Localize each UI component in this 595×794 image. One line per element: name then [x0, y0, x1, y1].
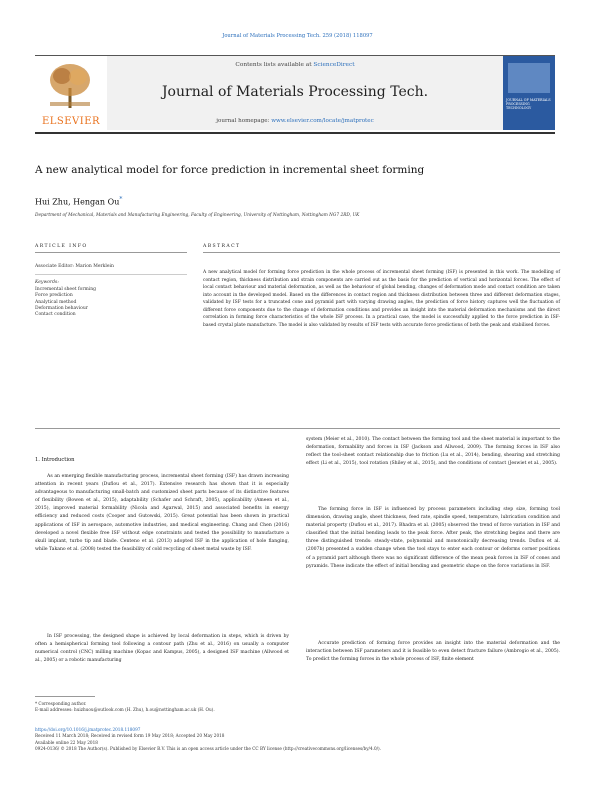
article-footer: [35, 727, 555, 752]
article-info-rule: [35, 252, 187, 253]
homepage-prefix: journal homepage:: [216, 118, 270, 124]
available-online-date: Available online 22 May 2018: [35, 739, 98, 745]
article-info-heading: ARTICLE INFO: [35, 244, 88, 249]
intro-paragraph-2: In ISF processing, the designed shape is achieved by local deformation in steps, which is driven by often a hemispherical forming tool following a contour path (Zhu et al., 2016) on usually a computer numerical control (CNC) milling machine (Kopac and Kampus, 2005), a designed ISF machine (Allwood et al., 2005) or a robotic manufacturing: [35, 634, 289, 664]
section-heading-introduction: 1. Introduction: [35, 457, 75, 463]
journal-cover-text: JOURNAL OF MATERIALS PROCESSING TECHNOLOGY: [506, 98, 551, 110]
article-title: A new analytical model for force prediction in incremental sheet forming: [35, 164, 425, 176]
email-addresses[interactable]: E-mail addresses: huizhuou@outlook.com (H. Zhu), h.ou@nottingham.ac.uk (H. Ou).: [35, 707, 215, 713]
contents-prefix: Contents lists available at: [235, 62, 312, 68]
author-list: [35, 196, 122, 207]
associate-editor: Associate Editor: Marion Merklein: [35, 264, 114, 269]
keyword-item: Force prediction: [35, 293, 73, 299]
intro-paragraph-3: system (Meier et al., 2010). The contact between the forming tool and the sheet material is important to the deformation, formability and forces in ISF (Jackson and Allwood, 2009). The forming forces in ISF also reflect the tool-sheet contact relationship due to friction (Lu et al., 2014), bending, shearing and stretching effect (Li et al., 2015), tool rotation (Shiley et al., 2015), and the conditions of contact (Jeswiet et al., 2005).: [306, 437, 560, 467]
homepage-line: [110, 118, 480, 124]
abstract-heading: ABSTRACT: [203, 244, 241, 249]
keyword-item: Contact condition: [35, 312, 76, 318]
keyword-item: Deformation behaviour: [35, 305, 88, 311]
corresponding-author-mark[interactable]: *: [119, 196, 123, 203]
intro-paragraph-5: Accurate prediction of forming force provides an insight into the material deformation and the interaction between ISF parameters and it is feasible to even detect fracture failure (Ambrogio et al., 2005). To predict the forming forces in the whole process of ISF, finite element: [306, 641, 560, 663]
contents-line: [110, 62, 480, 68]
abstract-bottom-rule: [35, 428, 560, 429]
license-statement: 0924-0136/ © 2018 The Author(s). Published by Elsevier B.V. This is an open access article under the CC BY license (http://creativecommons.org/licenses/by/4.0/).: [35, 745, 381, 751]
intro-paragraph-4: The forming force in ISF is influenced by process parameters including step size, forming tool dimension, drawing angle, sheet thickness, feed rate, spindle speed, temperature, lubrication condition and material property (Duflou et al., 2017). Bhadra et al. (2005) observed the trend of force variation in ISF and classified that the initial bending leads to the peak force. After peak, the stretching begins and there are three distinguished trends: steady-state, polynomial and monotonically decreasing trends. Duflou et al. (2007b) presented a sudden change when the tool stays to enter each contour or deforms corner positions of a pyramid part although there was no significant difference of the mean peak forces in ISF of cones and pyramids. These indicate the effect of initial bending and geometric shape on the force variations in ISF.: [306, 507, 560, 569]
keyword-list: [35, 287, 195, 318]
sciencedirect-link[interactable]: ScienceDirect: [313, 62, 355, 68]
doi-link[interactable]: https://doi.org/10.1016/j.jmatprotec.2018.118097: [35, 727, 141, 732]
intro-paragraph-1: As an emerging flexible manufacturing process, incremental sheet forming (ISF) has drawn increasing attention in recent years (Duflou et al., 2017). Extensive research has shown that it is especially advantageous to manufacturing small-batch and customized sheet parts because of its distinctive features of flexibility (Bowen et al., 2015), adaptability (Schafer and Schraft, 2005), applicability (Ameen et al., 2015), improved material formability (Nicola and Agarwal, 2015) and associated benefits in energy efficiency and reduced costs (Cooper and Gutowski, 2015). Great potential has been shown in practical applications of ISF in aerospace, automotive industries, and medical engineering. Chang and Chen (2016) developed a novel flexible free ISF without edge constraints and tested the possibility to manufacture a skull implant, turbo tip and blade. Centeno et al. (2013) adopted ISF in the application of hole flanging, while Takano et al. (2008) tested the feasibility of cold recycling of sheet metal waste by ISF.: [35, 474, 289, 552]
footnote: [35, 701, 555, 713]
journal-cover-graphic: [508, 63, 550, 93]
abstract-rule: [203, 252, 560, 253]
keyword-item: Incremental sheet forming: [35, 287, 96, 292]
journal-title: Journal of Materials Processing Tech.: [161, 84, 429, 100]
publisher-name: ELSEVIER: [41, 116, 101, 127]
abstract-text: A new analytical model for forming force prediction in the whole process of incremental sheet forming (ISF) is presented in this work. The modelling of contact region, thickness distribution and strain components are carried out as the basis for the prediction of vertical and horizontal forces. The effect of local contact behaviour and material deformation, as well as the behaviour of global bending, changes of deformation mode and contact condition are taken into account in the developed model. Based on the differences in contact region and thickness distribution between three and different deformation stages, validated by ISF tests for a truncated cone and pyramid part with varying drawing angles, the prediction of force history captures well the fluctuation of different force components due to the change of deformation conditions and provides an insight into the material deformation mechanisms and the direct correlation in forming force characteristics of the whole ISF process. In a practical case, the model is successfully applied to the force prediction in ISF-based crystal plate manufacture. The model is also validated by results of ISF tests with accurate force predictions of both the peak and stabilised forces.: [203, 270, 560, 328]
corresponding-author-note: * Corresponding author.: [35, 701, 87, 706]
affiliation: Department of Mechanical, Materials and Manufacturing Engineering, Faculty of Engineering, University of Nottingham, Nottingham NG7 2RD, UK: [35, 213, 360, 218]
author-names: Hui Zhu, Hengan Ou: [35, 197, 120, 207]
header-bottom-rule: [35, 132, 555, 134]
keywords-heading: Keywords:: [35, 280, 59, 285]
received-dates: Received 11 March 2018; Received in revised form 19 May 2018; Accepted 20 May 2018: [35, 733, 225, 739]
journal-citation-line[interactable]: Journal of Materials Processing Tech. 259 (2018) 118097: [222, 33, 373, 39]
footnote-rule: [35, 696, 95, 697]
elsevier-tree-logo: [44, 60, 96, 110]
editor-rule: [35, 274, 187, 275]
keyword-item: Analytical method: [35, 299, 77, 305]
homepage-link[interactable]: www.elsevier.com/locate/jmatprotec: [271, 118, 374, 124]
